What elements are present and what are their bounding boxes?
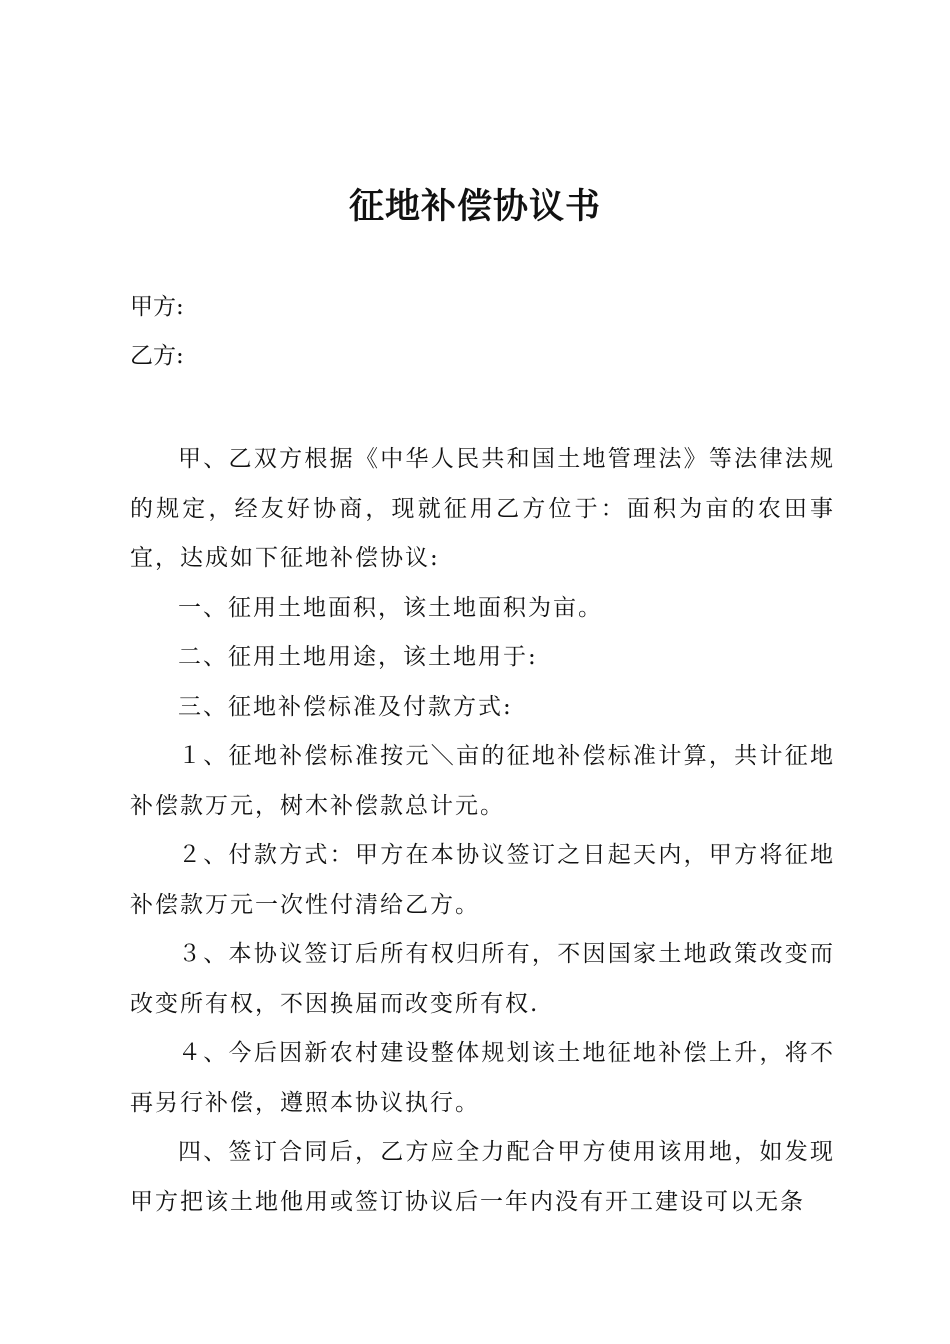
paragraph-clause-3-1: １、征地补偿标准按元＼亩的征地补偿标准计算，共计征地补偿款万元，树木补偿款总计元。 — [130, 743, 835, 819]
paragraph-clause-2: 二、征用土地用途，该土地用于: — [178, 644, 538, 670]
agreement-body — [130, 435, 835, 1227]
document-title: 征地补偿协议书 — [348, 187, 601, 227]
party-a-label: 甲方: — [130, 294, 184, 320]
paragraph-clause-3: 三、征地补偿标准及付款方式: — [178, 693, 513, 720]
paragraph-clause-1: 一、征用土地面积，该土地面积为亩。 — [178, 594, 603, 621]
paragraph-preamble: 甲、乙双方根据《中华人民共和国土地管理法》等法律法规的规定，经友好协商，现就征用乙方位于：面积为亩的农田事宜，达成如下征地补偿协议: — [130, 446, 835, 571]
paragraph-clause-4: 四、签订合同后，乙方应全力配合甲方使用该用地，如发现甲方把该土地他用或签订协议后一年内没有开工建设可以无条 — [130, 1139, 835, 1215]
paragraph-clause-3-2: ２、付款方式：甲方在本协议签订之日起天内，甲方将征地补偿款万元一次性付清给乙方。 — [130, 842, 835, 918]
paragraph-clause-3-3: ３、本协议签订后所有权归所有，不因国家土地政策改变而改变所有权，不因换届而改变所有权. — [130, 941, 835, 1017]
party-b-label: 乙方: — [130, 343, 184, 369]
paragraph-clause-3-4: ４、今后因新农村建设整体规划该土地征地补偿上升，将不再另行补偿，遵照本协议执行。 — [130, 1040, 835, 1116]
